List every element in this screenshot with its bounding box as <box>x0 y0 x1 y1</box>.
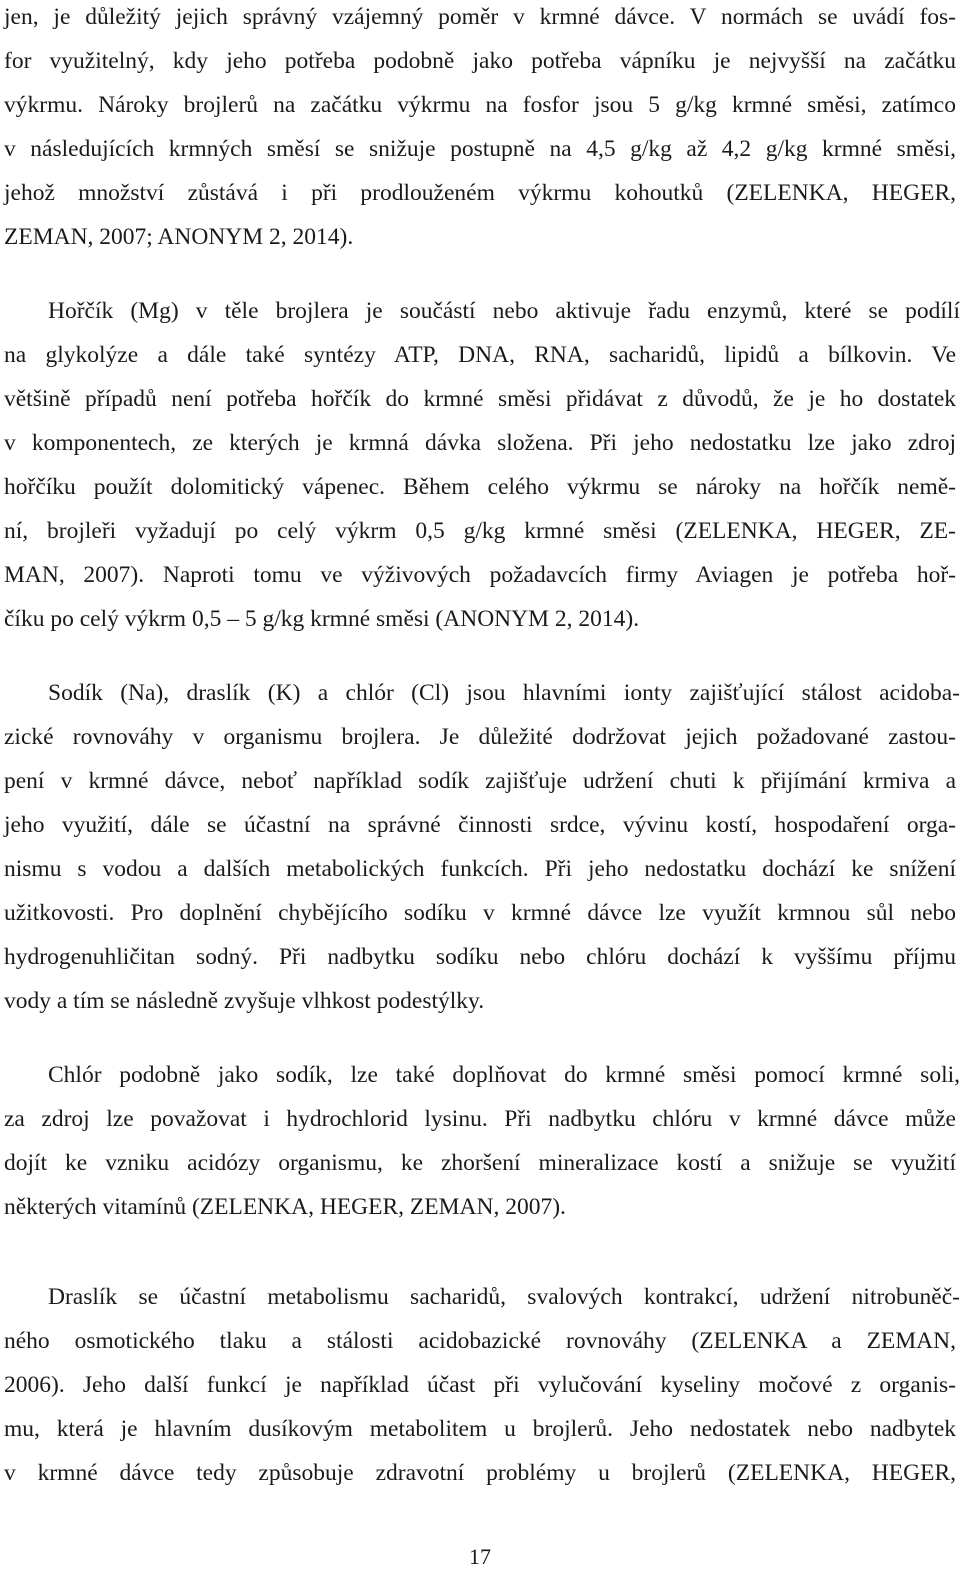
text-line: for využitelný, kdy jeho potřeba podobně jako potřeba vápníku je nejvyšší na začátku <box>4 48 956 74</box>
text-line: mu, která je hlavním dusíkovým metabolitem u brojlerů. Jeho nedostatek nebo nadbytek <box>4 1416 956 1442</box>
text-line: na glykolýze a dále také syntézy ATP, DNA, RNA, sacharidů, lipidů a bílkovin. Ve <box>4 342 956 368</box>
text-line: Chlór podobně jako sodík, lze také doplňovat do krmné směsi pomocí krmné soli, <box>48 1062 960 1088</box>
page-number: 17 <box>469 1544 491 1569</box>
text-line: jen, je důležitý jejich správný vzájemný poměr v krmné dávce. V normách se uvádí fos- <box>4 4 956 30</box>
text-line: pení v krmné dávce, neboť například sodík zajišťuje udržení chuti k přijímání krmiva a <box>4 768 956 794</box>
text-line: vody a tím se následně zvyšuje vlhkost podestýlky. <box>4 988 485 1014</box>
text-line: ného osmotického tlaku a stálosti acidobazické rovnováhy (ZELENKA a ZEMAN, <box>4 1328 956 1354</box>
text-line: Sodík (Na), draslík (K) a chlór (Cl) jsou hlavními ionty zajišťující stálost acidoba- <box>48 680 960 706</box>
text-line: Draslík se účastní metabolismu sacharidů, svalových kontrakcí, udržení nitrobuněč- <box>48 1284 960 1310</box>
text-line: ní, brojleři vyžadují po celý výkrm 0,5 g/kg krmné směsi (ZELENKA, HEGER, ZE- <box>4 518 956 544</box>
text-line: v následujících krmných směsí se snižuje postupně na 4,5 g/kg až 4,2 g/kg krmné směsi, <box>4 136 956 162</box>
text-line: hydrogenuhličitan sodný. Při nadbytku sodíku nebo chlóru dochází k vyššímu příjmu <box>4 944 956 970</box>
text-line: hořčíku použít dolomitický vápenec. Během celého výkrmu se nároky na hořčík nemě- <box>4 474 956 500</box>
text-line: MAN, 2007). Naproti tomu ve výživových požadavcích firmy Aviagen je potřeba hoř- <box>4 562 956 588</box>
text-line: Hořčík (Mg) v těle brojlera je součástí nebo aktivuje řadu enzymů, které se podílí <box>48 298 960 324</box>
text-line: jehož množství zůstává i při prodlouženém výkrmu kohoutků (ZELENKA, HEGER, <box>4 180 956 206</box>
text-line: užitkovosti. Pro doplnění chybějícího sodíku v krmné dávce lze využít krmnou sůl nebo <box>4 900 956 926</box>
text-line: jeho využití, dále se účastní na správné činnosti srdce, vývinu kostí, hospodaření orga- <box>4 812 956 838</box>
text-line: zické rovnováhy v organismu brojlera. Je důležité dodržovat jejich požadované zastou- <box>4 724 956 750</box>
text-line: výkrmu. Nároky brojlerů na začátku výkrmu na fosfor jsou 5 g/kg krmné směsi, zatímco <box>4 92 956 118</box>
text-line: v krmné dávce tedy způsobuje zdravotní problémy u brojlerů (ZELENKA, HEGER, <box>4 1460 956 1486</box>
text-line: ZEMAN, 2007; ANONYM 2, 2014). <box>4 224 354 250</box>
text-line: 2006). Jeho další funkcí je například účast při vylučování kyseliny močové z organis- <box>4 1372 956 1398</box>
text-line: některých vitamínů (ZELENKA, HEGER, ZEMAN, 2007). <box>4 1194 566 1220</box>
text-line: většině případů není potřeba hořčík do krmné směsi přidávat z důvodů, že je ho dostatek <box>4 386 956 412</box>
text-line: nismu s vodou a dalších metabolických funkcích. Při jeho nedostatku dochází ke snížení <box>4 856 956 882</box>
text-line: dojít ke vzniku acidózy organismu, ke zhoršení mineralizace kostí a snižuje se využití <box>4 1150 956 1176</box>
text-line: za zdroj lze považovat i hydrochlorid lysinu. Při nadbytku chlóru v krmné dávce může <box>4 1106 956 1132</box>
text-line: číku po celý výkrm 0,5 – 5 g/kg krmné směsi (ANONYM 2, 2014). <box>4 606 640 632</box>
text-line: v komponentech, ze kterých je krmná dávka složena. Při jeho nedostatku lze jako zdroj <box>4 430 956 456</box>
